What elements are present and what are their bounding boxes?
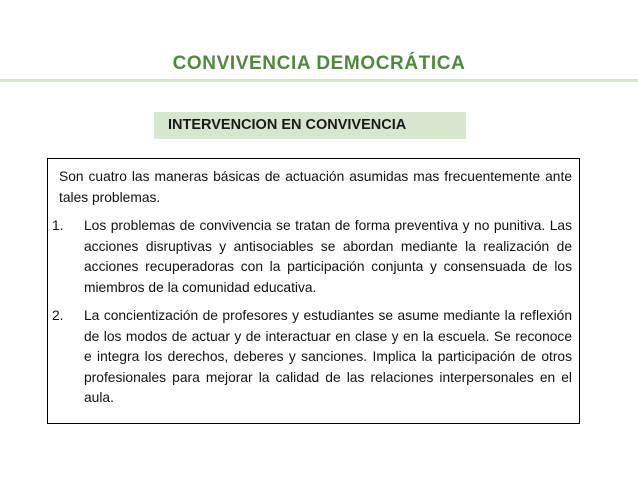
slide-title: CONVIVENCIA DEMOCRÁTICA: [172, 53, 466, 74]
list-item: [52, 306, 572, 409]
intro-paragraph: Son cuatro las maneras básicas de actuación asumidas mas frecuentemente ante tales problemas.: [59, 169, 572, 205]
list-item-text: Los problemas de convivencia se tratan de forma preventiva y no punitiva. Las acciones disruptivas y antisociables se abordan mediante la realización de acciones recuperadoras con la participación conjunta y consensuada de los miembros de la comunidad educativa.: [84, 218, 572, 295]
list-item-number: 1.: [52, 218, 64, 233]
list-item-text: La concientización de profesores y estudiantes se asume mediante la reflexión de los modos de actuar y de interactuar en clase y en la escuela. Se reconoce e integra los derechos, deberes y sanciones. Implica la participación de otros profesionales para mejorar la calidad de las relaciones interpersonales en el aula.: [84, 308, 572, 405]
section-subtitle: INTERVENCION EN CONVIVENCIA: [154, 112, 466, 139]
content-box: [47, 158, 580, 424]
list-item-number: 2.: [52, 308, 64, 323]
list-item: [52, 216, 572, 298]
decorative-top-rule: [0, 79, 638, 82]
